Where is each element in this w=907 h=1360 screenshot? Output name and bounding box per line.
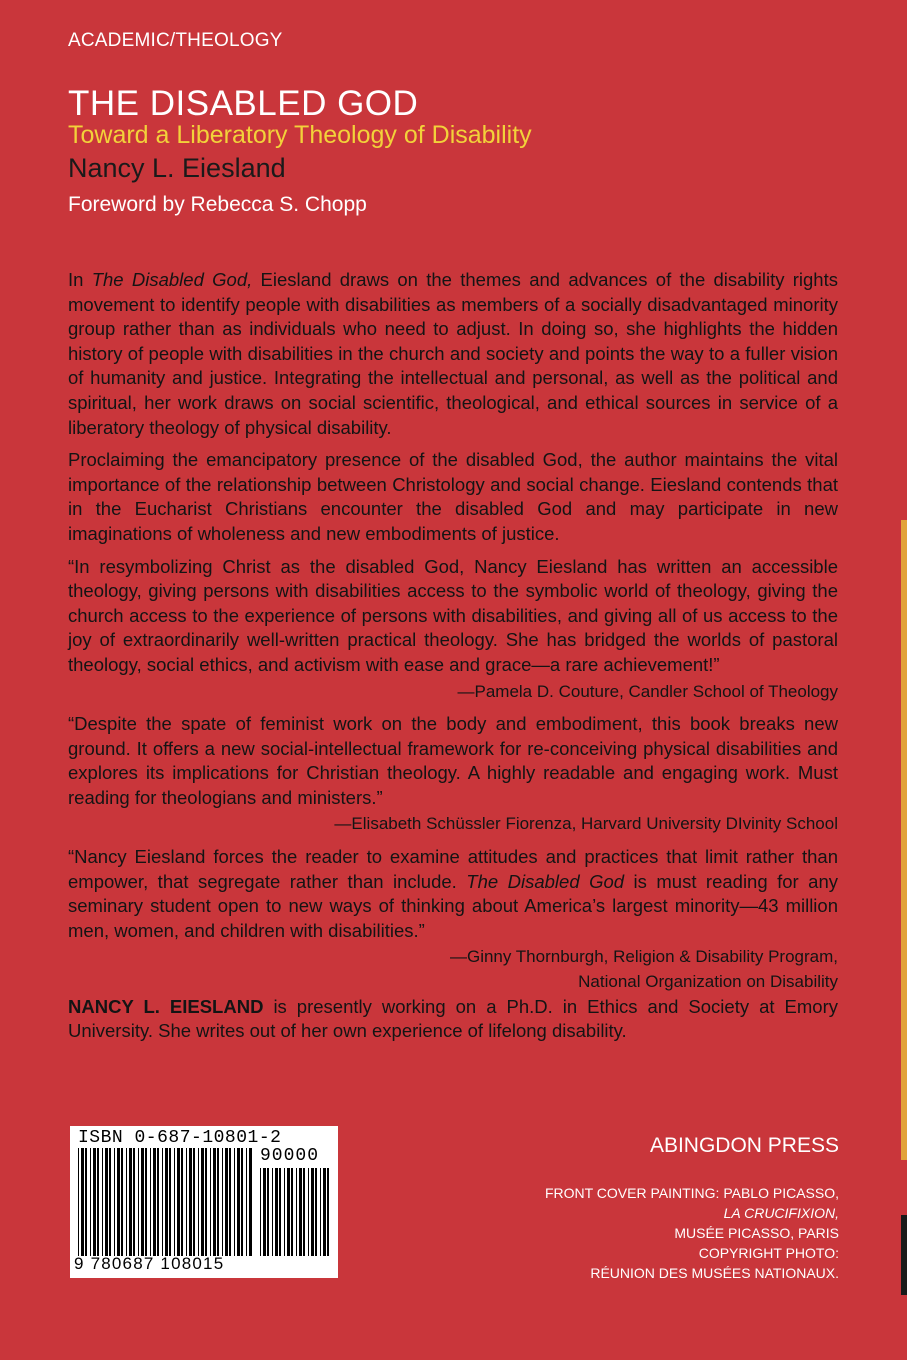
barcode-bar (150, 1148, 151, 1256)
barcode-bar (320, 1168, 321, 1256)
endorsement-quote-3: “Nancy Eiesland forces the reader to examine attitudes and practices that limit rather than empower, that segregate rather than include. The Disabled God is must reading for any seminary student open to new ways of thinking about America’s largest minority—43 million men, women, and children with disabilities.” (68, 846, 838, 941)
barcode-bar (90, 1148, 91, 1256)
barcode-bar (145, 1148, 147, 1256)
barcode-bar (165, 1148, 168, 1256)
publisher-name: ABINGDON PRESS (649, 1134, 839, 1157)
barcode-bar (105, 1148, 108, 1256)
barcode-bar (85, 1148, 87, 1256)
barcode-bar (296, 1168, 297, 1256)
barcode-bar (284, 1168, 285, 1256)
barcode-bar (299, 1168, 302, 1256)
endorsement-attribution-1: —Pamela D. Couture, Candler School of Theology (457, 681, 838, 701)
spine-edge-dark (901, 1215, 907, 1295)
barcode-bar (311, 1168, 314, 1256)
barcode-bar (181, 1148, 183, 1256)
barcode-bar (93, 1148, 96, 1256)
description-paragraph-1: In The Disabled God, Eiesland draws on the themes and advances of the disability rights movement to identify people with disabilities as members of a socially disadvantaged minority group rather than as individuals who need to adjust. In doing so, she highlights the hidden history of people with disabilities in the church and society and points the way to a fuller vision of humanity and justice. Integrating the intellectual and personal, as well as the political and spiritual, her work draws on social scientific, theological, and ethical sources in service of a liberatory theology of physical disability. (68, 269, 838, 438)
barcode-bar (133, 1148, 135, 1256)
barcode-bar (222, 1148, 223, 1256)
barcode-bar (109, 1148, 111, 1256)
barcode-bar (291, 1168, 293, 1256)
barcode-bars-main (78, 1148, 253, 1256)
isbn-barcode (70, 1126, 338, 1278)
barcode-bar (323, 1168, 326, 1256)
endorsement-attribution-3: —Ginny Thornburgh, Religion & Disability Program, National Organization on Disability (449, 947, 838, 992)
barcode-bar (193, 1148, 195, 1256)
barcode-bar (308, 1168, 309, 1256)
barcode-bar (327, 1168, 329, 1256)
barcode-price-code: 90000 (260, 1146, 320, 1166)
barcode-bar (141, 1148, 144, 1256)
book-title-inline: The Disabled God, (91, 269, 253, 290)
barcode-bar (241, 1148, 243, 1256)
barcode-bar (260, 1168, 261, 1256)
barcode-bar (174, 1148, 175, 1256)
barcode-bar (126, 1148, 127, 1256)
barcode-bar (81, 1148, 84, 1256)
barcode-bar (114, 1148, 115, 1256)
author-bio-name: NANCY L. EIESLAND (68, 995, 264, 1017)
barcode-bar (275, 1168, 278, 1256)
barcode-bar (162, 1148, 163, 1256)
barcode-bar (169, 1148, 171, 1256)
endorsement-quote-2: “Despite the spate of feminist work on the body and embodiment, this book breaks new ground. It offers a new social-intellectual framework for re-conceiving physical disabilities and explores its implications for Christian theology. A highly readable and engaging work. Must reading for theologians and ministers.” (68, 713, 838, 808)
barcode-bar (234, 1148, 235, 1256)
endorsement-quote-1: “In resymbolizing Christ as the disabled God, Nancy Eiesland has written an accessible theology, giving persons with disabilities access to the symbolic world of theology, giving the church access to the experience of persons with disabilities, and giving all of us access to the joy of extraordinarily well-written practical theology. She has bridged the worlds of pastoral theology, social ethics, and activism with ease and grace—a rare achievement!” (68, 555, 838, 675)
book-title-inline: The Disabled God (466, 870, 625, 892)
spine-edge-strip (901, 520, 907, 1160)
barcode-bar (267, 1168, 269, 1256)
author-name: Nancy L. Eiesland (68, 153, 286, 183)
barcode-bar (78, 1148, 79, 1256)
barcode-bar (129, 1148, 132, 1256)
foreword-credit: Foreword by Rebecca S. Chopp (68, 193, 367, 216)
back-cover-copy (68, 268, 838, 1052)
barcode-bar (177, 1148, 180, 1256)
category-label: ACADEMIC/THEOLOGY (68, 30, 283, 51)
barcode-bar (249, 1148, 252, 1256)
isbn-number: ISBN 0-687-10801-2 (78, 1128, 282, 1148)
barcode-bar (272, 1168, 273, 1256)
barcode-bar (138, 1148, 139, 1256)
barcode-bar (97, 1148, 99, 1256)
barcode-bar (189, 1148, 192, 1256)
barcode-bar (229, 1148, 231, 1256)
barcode-bars-addon (260, 1168, 330, 1256)
barcode-bar (201, 1148, 204, 1256)
barcode-bar (213, 1148, 216, 1256)
endorsement-attribution-2: —Elisabeth Schüssler Fiorenza, Harvard University DIvinity School (334, 814, 838, 834)
description-paragraph-2: Proclaiming the emancipatory presence of the disabled God, the author maintains the vital importance of the relationship between Christology and social change. Eiesland contends that in the Eucharist Christians encounter the disabled God and may participate in new imaginations of wholeness and new embodiments of justice. (68, 449, 838, 544)
barcode-bar (315, 1168, 317, 1256)
barcode-bar (153, 1148, 156, 1256)
barcode-bar (157, 1148, 159, 1256)
book-title: THE DISABLED GOD (68, 84, 419, 123)
barcode-bar (186, 1148, 187, 1256)
barcode-bar (279, 1168, 281, 1256)
barcode-bar (263, 1168, 266, 1256)
barcode-digits: 9 780687 108015 (74, 1254, 225, 1273)
author-bio: NANCY L. EIESLAND is presently working on a Ph.D. in Ethics and Society at Emory University. She writes out of her own experience of lifelong disability. (68, 995, 838, 1042)
barcode-bar (102, 1148, 103, 1256)
barcode-bar (210, 1148, 211, 1256)
barcode-bar (303, 1168, 305, 1256)
barcode-bar (237, 1148, 240, 1256)
barcode-bar (246, 1148, 247, 1256)
barcode-bar (198, 1148, 199, 1256)
barcode-bar (217, 1148, 219, 1256)
barcode-bar (225, 1148, 228, 1256)
barcode-bar (205, 1148, 207, 1256)
barcode-bar (287, 1168, 290, 1256)
cover-credits: FRONT COVER PAINTING: PABLO PICASSO, LA CRUCIFIXION, MUSÉE PICASSO, PARIS COPYRIGHT PHOTO: RÉUNION DES MUSÉES NATIONAUX. (544, 1185, 839, 1281)
book-subtitle: Toward a Liberatory Theology of Disability (68, 121, 532, 149)
barcode-bar (121, 1148, 123, 1256)
barcode-bar (117, 1148, 120, 1256)
